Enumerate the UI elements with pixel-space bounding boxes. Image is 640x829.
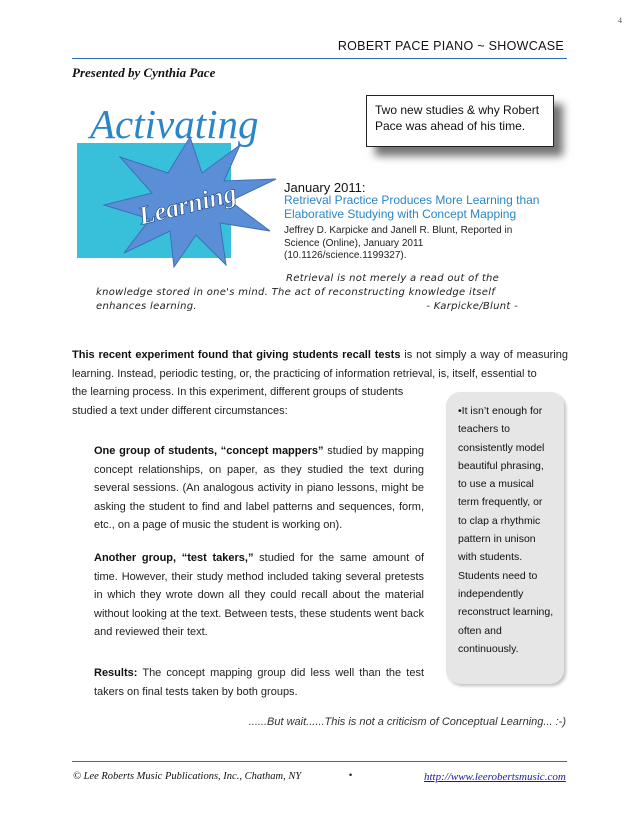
results-text: The concept mapping group did less well than the test takers on final tests taken by both groups.	[94, 667, 424, 698]
intro-text: is not simply a way of measuring learning. Instead, periodic testing, or, the practicing of information retrieval, is, itself, essential to	[72, 349, 568, 380]
callout-text: Two new studies & why Robert Pace was ahead of his time.	[375, 103, 540, 133]
testers-lead: Another group, “test takers,”	[94, 552, 254, 564]
article-date: January 2011:	[284, 180, 366, 195]
footer-copyright: © Lee Roberts Music Publications, Inc., Chatham, NY	[73, 771, 302, 782]
footer-bullet: •	[349, 770, 353, 780]
mappers-lead: One group of students, “concept mappers”	[94, 445, 324, 457]
quote-attribution: - Karpicke/Blunt -	[426, 301, 518, 312]
quote-line: Retrieval is not merely a read out of the	[286, 273, 500, 284]
footer-divider	[72, 761, 567, 762]
header-divider	[72, 58, 567, 59]
intro-continuation: the learning process. In this experiment, different groups of students studied a text under different circumstances:	[72, 386, 404, 417]
logo-activating-word: Activating	[90, 101, 259, 147]
quote-line: knowledge stored in one's mind. The act of reconstructing knowledge itself	[96, 287, 496, 298]
results-paragraph	[94, 664, 424, 701]
sidebar-text: •It isn’t enough for teachers to consistently model beautiful phrasing, to use a musical term frequently, or to clap a rhythmic pattern in unison with students. Students need to independently reconstruct learning, often and continuously.	[458, 405, 554, 655]
sidebar-note	[446, 392, 564, 684]
results-lead: Results:	[94, 667, 138, 679]
testers-text: studied for the same amount of time. However, their study method included taking several pretests in which they wrote down all they could recall about the material without looking at the text. Between tests, these students went back and reviewed their text.	[94, 552, 424, 638]
callout-box	[366, 95, 554, 147]
quote-line: enhances learning.	[96, 301, 197, 312]
presented-by: Presented by Cynthia Pace	[72, 65, 216, 80]
mappers-text: studied by mapping concept relationships, on paper, as they studied the text during several sessions. (An analogous activity in piano lessons, might be asking the student to find and label patterns and sequences, form, etc., on a page of music the student is working on).	[94, 445, 424, 531]
header-title: ROBERT PACE PIANO ~ SHOWCASE	[337, 39, 564, 53]
intro-paragraph	[72, 346, 568, 383]
closing-remark: ......But wait......This is not a criticism of Conceptual Learning... :-)	[248, 716, 566, 728]
starburst-logo	[100, 135, 280, 270]
concept-mappers-paragraph	[94, 442, 424, 535]
article-title: Retrieval Practice Produces More Learning than Elaborative Studying with Concept Mapping	[284, 193, 540, 221]
logo-learning-word: Learning	[135, 178, 240, 231]
article-citation: Jeffrey D. Karpicke and Janell R. Blunt, Reported in Science (Online), January 2011 (10.1126/science.1199327).	[284, 225, 513, 261]
quote-block	[96, 272, 526, 314]
test-takers-paragraph	[94, 549, 424, 642]
intro-lead: This recent experiment found that giving students recall tests	[72, 349, 401, 361]
footer-website-link[interactable]: http://www.leerobertsmusic.com	[424, 771, 566, 783]
page-number: 4	[618, 16, 622, 25]
